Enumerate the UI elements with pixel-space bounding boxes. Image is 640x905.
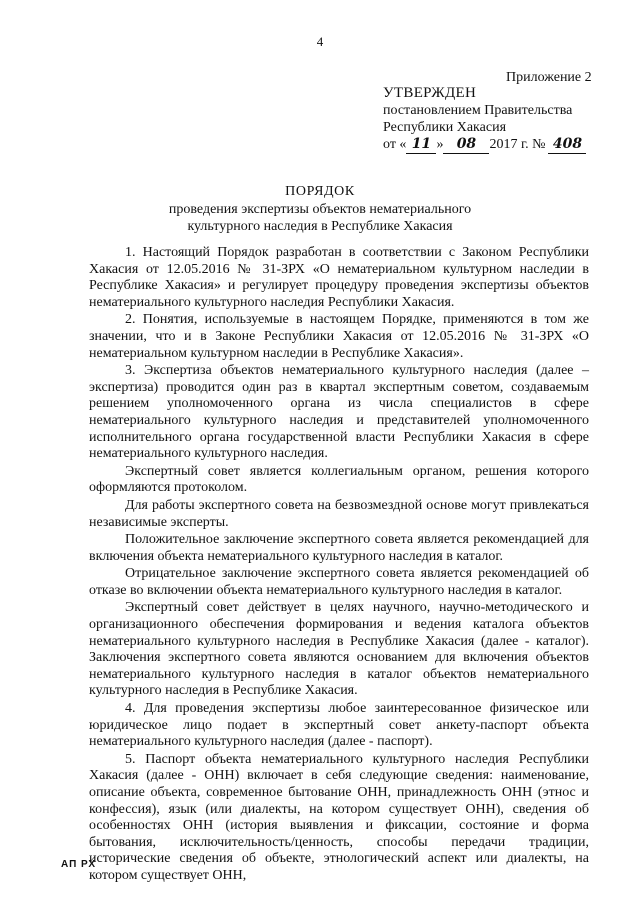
- date-mid: »: [436, 137, 444, 152]
- decree-number: 408: [548, 136, 586, 154]
- appendix-label: Приложение 2: [506, 70, 592, 85]
- paragraph-7: Отрицательное заключение экспертного совета является рекомендацией об отказе во включении объекта нематериального культурного наследия в каталог.: [89, 566, 589, 598]
- paragraph-9: 4. Для проведения экспертизы любое заинтересованное физическое или юридическое лицо подает в экспертный совет анкету-паспорт объекта нематериального культурного наследия (далее - паспорт).: [89, 701, 589, 750]
- date-day: 11: [406, 136, 436, 154]
- paragraph-5: Для работы экспертного совета на безвозмездной основе могут привлекаться независимые эксперты.: [89, 497, 589, 530]
- approval-date-line: [383, 136, 586, 154]
- approval-line-1: постановлением Правительства: [383, 103, 573, 118]
- paragraph-2: 2. Понятия, используемые в настоящем Порядке, применяются в том же значении, что и в Законе Республики Хакасия от 12.05.2016 № 31-ЗРХ «О нематериальном культурном наследии в Республике Хакасия».: [89, 312, 589, 361]
- date-month: 08: [443, 136, 489, 154]
- paragraph-6: Положительное заключение экспертного совета является рекомендацией для включения объекта нематериального культурного наследия в каталог.: [89, 532, 589, 564]
- date-prefix: от «: [383, 137, 407, 152]
- document-subtitle-line-2: культурного наследия в Республике Хакасия: [187, 219, 453, 234]
- document-body: [89, 245, 589, 886]
- paragraph-3: 3. Экспертиза объектов нематериального культурного наследия (далее – экспертиза) проводится один раз в квартал экспертным советом, создаваемым решением уполномоченного органа из числа специалистов в сфере нематериального культурного наследия и представителей уполномоченного исполнительного органа государственной власти Республики Хакасия в сфере нематериального культурного наследия.: [89, 363, 589, 462]
- paragraph-4: Экспертный совет является коллегиальным органом, решения которого оформляются протоколом.: [89, 463, 589, 496]
- paragraph-1: 1. Настоящий Порядок разработан в соответствии с Законом Республики Хакасия от 12.05.2016 № 31-ЗРХ «О нематериальном культурном наследии в Республике Хакасия» и регулирует процедуру проведения экспертизы объектов нематериального культурного наследия Республики Хакасия.: [89, 245, 589, 310]
- document-heading: [0, 183, 640, 235]
- approval-block: [383, 85, 586, 154]
- paragraph-8: Экспертный совет действует в целях научного, научно-методического и организационного обеспечения формирования и ведения каталога объектов нематериального культурного наследия в Республике Хакасия (далее - каталог). Заключения экспертного совета являются основанием для включения объектов нематериального культурного наследия в каталог объектов нематериального культурного наследия в Республике Хакасия.: [89, 600, 589, 699]
- document-title: ПОРЯДОК: [285, 184, 355, 199]
- document-subtitle-line-1: проведения экспертизы объектов нематериального: [168, 202, 472, 217]
- page-number: 4: [316, 34, 324, 49]
- approval-title: УТВЕРЖДЕН: [383, 85, 477, 101]
- approval-line-2: Республики Хакасия: [383, 120, 507, 135]
- date-year: 2017 г. №: [489, 137, 546, 152]
- footer-mark: АП РХ: [61, 859, 97, 870]
- paragraph-10: 5. Паспорт объекта нематериального культурного наследия Республики Хакасия (далее - ОНН) включает в себя следующие сведения: наименование, описание объекта, современное бытование ОНН, принадлежность ОНН (этнос и конфессия), язык (или диалекты, на котором существует ОНН), сведения об особенностях ОНН (история выявления и фиксации, состояние и форма бытования, исключительность/ценность, способы передачи традиции, исторические сведения об объекте, этнологический аспект или диалекты, на котором существует ОНН,: [89, 751, 589, 883]
